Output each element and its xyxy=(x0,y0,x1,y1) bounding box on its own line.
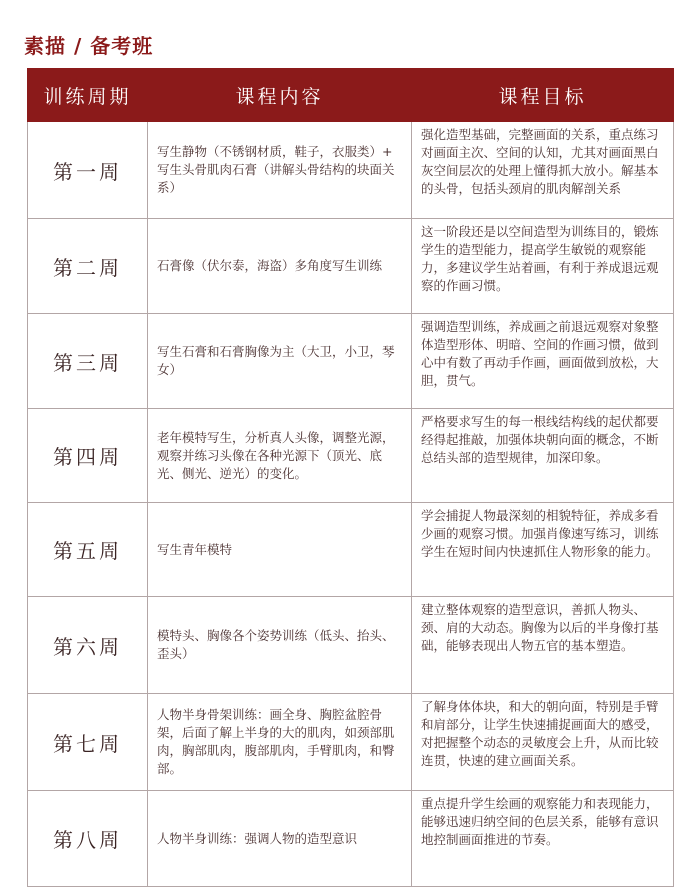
goal-cell: 重点提升学生绘画的观察能力和表现能力，能够迅速归纳空间的色层关系，能够有意识地控制画面推进的节奏。 xyxy=(412,791,674,887)
table-row xyxy=(28,694,674,791)
goal-cell: 严格要求写生的每一根线结构线的起伏都要经得起推敲，加强体块朝向面的概念，不断总结头部的造型规律，加深印象。 xyxy=(412,409,674,503)
goal-cell: 强调造型训练，养成画之前退远观察对象整体造型形体、明暗、空间的作画习惯，做到心中有数了再动手作画，画面做到放松，大胆，贯气。 xyxy=(412,314,674,409)
week-cell: 第二周 xyxy=(28,219,148,314)
table-row xyxy=(28,791,674,887)
week-cell: 第六周 xyxy=(28,597,148,694)
content-cell: 写生石膏和石膏胸像为主（大卫，小卫，琴女） xyxy=(148,314,412,409)
content-cell: 写生青年模特 xyxy=(148,503,412,597)
table-row xyxy=(28,314,674,409)
content-cell: 模特头、胸像各个姿势训练（低头、抬头、歪头） xyxy=(148,597,412,694)
goal-cell: 了解身体体块，和大的朝向面，特别是手臂和肩部分，让学生快速捕捉画面大的感受，对把握整个动态的灵敏度会上升，从而比较连贯，快速的建立画面关系。 xyxy=(412,694,674,791)
curriculum-table xyxy=(27,68,674,887)
table-row xyxy=(28,409,674,503)
goal-cell: 这一阶段还是以空间造型为训练目的，锻炼学生的造型能力，提高学生敏锐的观察能力，多建议学生站着画，有利于养成退远观察的作画习惯。 xyxy=(412,219,674,314)
content-cell: 人物半身训练：强调人物的造型意识 xyxy=(148,791,412,887)
week-cell: 第四周 xyxy=(28,409,148,503)
content-cell: 老年模特写生，分析真人头像，调整光源，观察并练习头像在各种光源下（顶光、底光、侧光、逆光）的变化。 xyxy=(148,409,412,503)
content-cell: 写生静物（不锈钢材质，鞋子，衣服类）+ 写生头骨肌肉石膏（讲解头骨结构的块面关系） xyxy=(148,122,412,219)
content-cell: 人物半身骨架训练：画全身、胸腔盆腔骨架，后面了解上半身的大的肌肉，如颈部肌肉，胸部肌肉，腹部肌肉，手臂肌肉，和臀部。 xyxy=(148,694,412,791)
goal-cell: 强化造型基础，完整画面的关系，重点练习对画面主次、空间的认知，尤其对画面黑白灰空间层次的处理上懂得抓大放小。解基本的头骨，包括头颈肩的肌肉解剖关系 xyxy=(412,122,674,219)
week-cell: 第八周 xyxy=(28,791,148,887)
goal-cell: 学会捕捉人物最深刻的相貌特征，养成多看少画的观察习惯。加强肖像速写练习，训练学生在短时间内快速抓住人物形象的能力。 xyxy=(412,503,674,597)
header-content: 课程内容 xyxy=(148,69,412,122)
week-cell: 第七周 xyxy=(28,694,148,791)
goal-cell: 建立整体观察的造型意识，善抓人物头、颈、肩的大动态。胸像为以后的半身像打基础，能够表现出人物五官的基本塑造。 xyxy=(412,597,674,694)
week-cell: 第一周 xyxy=(28,122,148,219)
page-title: 素描 / 备考班 xyxy=(24,34,154,58)
header-goal: 课程目标 xyxy=(412,69,674,122)
header-period: 训练周期 xyxy=(28,69,148,122)
table-header-row xyxy=(28,69,674,122)
week-cell: 第三周 xyxy=(28,314,148,409)
content-cell: 石膏像（伏尔泰，海盗）多角度写生训练 xyxy=(148,219,412,314)
week-cell: 第五周 xyxy=(28,503,148,597)
table-row xyxy=(28,597,674,694)
table-row xyxy=(28,219,674,314)
table-row xyxy=(28,503,674,597)
table-row xyxy=(28,122,674,219)
